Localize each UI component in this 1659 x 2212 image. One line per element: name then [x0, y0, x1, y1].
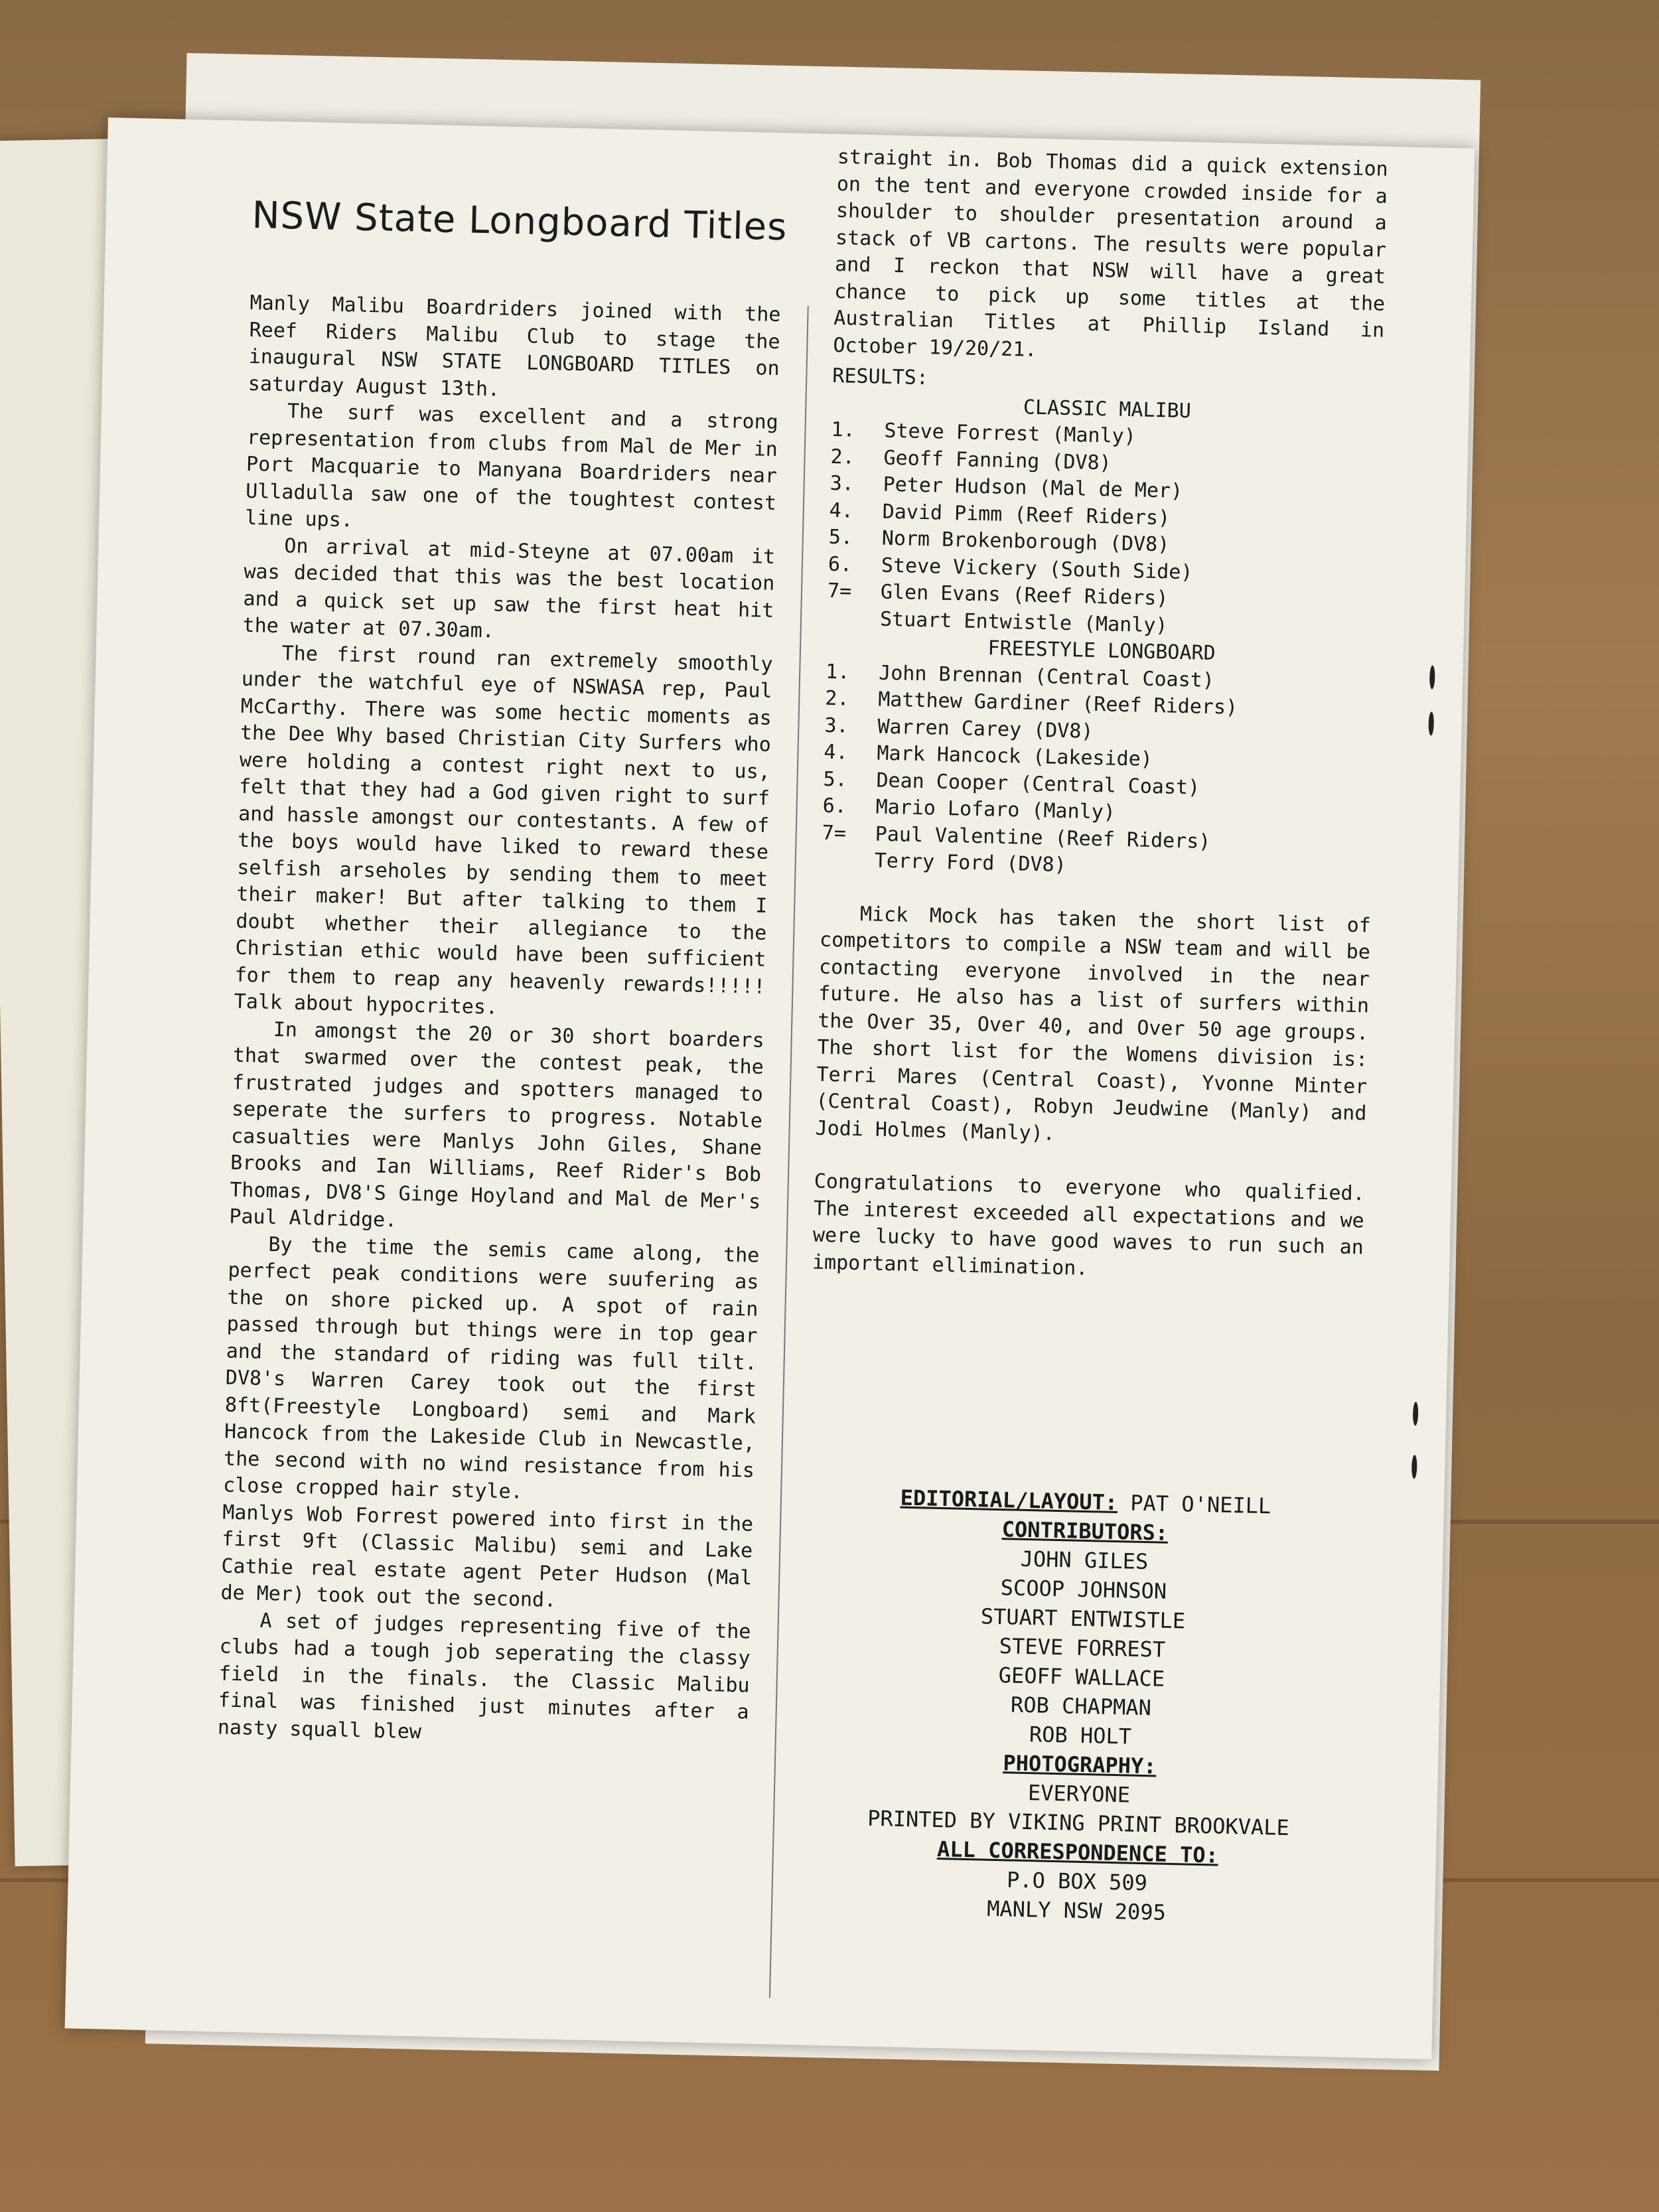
paragraph: The surf was excellent and a strong representation from clubs from Mal de Mer in Port Macquarie to Manyana Boardriders near Ulladulla saw one of the toughtest contest line ups. [244, 400, 779, 532]
paragraph: Mick Mock has taken the short list of competitors to compile a NSW team and will be contacting everyone involved in the near future. He also has a list of surfers within the Over 35, Over 40, and Over 50 age groups. The short list for the Womens division is: Terri Mares (Central Coast), Yvonne Minter (Central Coast), Robyn Jeudwine (Manly) and Jodi Holmes (Manly). [815, 902, 1372, 1145]
left-column [217, 290, 780, 1753]
binder-hole-mark [1429, 665, 1435, 689]
correspondence-label: ALL CORRESPONDENCE TO: [936, 1836, 1219, 1868]
result-name: Geoff Fanning (DV8) [883, 446, 1112, 475]
result-rank: 4. [824, 740, 849, 765]
article-title: NSW State Longboard Titles [251, 193, 788, 250]
contributor-name: SCOOP JOHNSON [1000, 1575, 1167, 1604]
address-line: MANLY NSW 2095 [986, 1895, 1167, 1925]
paragraph: On arrival at mid-Steyne at 07.00am it was decided that this was the best location and a quick set up saw the first heat hit the water at 07.30am. [242, 534, 776, 643]
result-rank: 5. [828, 525, 853, 550]
address-line: P.O BOX 509 [1006, 1867, 1148, 1896]
contributor-name: ROB HOLT [1029, 1722, 1132, 1749]
paragraph: Congratulations to everyone who qualified. The interest exceeded all expectations and we were lucky to have good waves to run such an important ellimination. [812, 1169, 1366, 1280]
result-name: Steve Forrest (Manly) [884, 419, 1137, 449]
photography-label: PHOTOGRAPHY: [1003, 1750, 1157, 1779]
photography-credit: EVERYONE [1027, 1780, 1131, 1808]
contributors-label: CONTRIBUTORS: [1001, 1516, 1169, 1546]
classic-malibu-results [827, 417, 1382, 644]
result-rank: 1. [831, 417, 856, 442]
result-name: Warren Carey (DV8) [877, 715, 1094, 743]
result-name: Terry Ford (DV8) [874, 849, 1067, 877]
result-name: Dean Cooper (Central Coast) [876, 769, 1200, 800]
right-column [812, 144, 1388, 1288]
result-name: Glen Evans (Reef Riders) [880, 580, 1169, 611]
contributor-name: STUART ENTWISTLE [980, 1603, 1186, 1634]
result-rank: 1. [825, 660, 850, 684]
result-name: Norm Brokenborough (DV8) [881, 526, 1170, 557]
contributor-name: ROB CHAPMAN [1010, 1692, 1152, 1721]
binder-hole-mark [1428, 711, 1434, 735]
contributor-name: JOHN GILES [1020, 1546, 1149, 1575]
result-name: Steve Vickery (South Side) [881, 553, 1193, 584]
result-rank: 2. [824, 686, 849, 711]
paragraph: Manlys Wob Forrest powered into first in the first 9ft (Classic Malibu) semi and Lake Cathie real estate agent Peter Hudson (Mal de Mer) took out the second. [220, 1500, 754, 1612]
result-name: David Pimm (Reef Riders) [882, 500, 1171, 530]
binder-hole-mark [1411, 1455, 1417, 1479]
result-name: Matthew Gardiner (Reef Riders) [877, 688, 1238, 719]
newsletter-page [65, 117, 1475, 2059]
result-rank: 2. [830, 445, 855, 469]
result-name: Mark Hancock (Lakeside) [877, 741, 1153, 771]
result-rank [821, 847, 875, 875]
editorial-label: EDITORIAL/LAYOUT: [900, 1485, 1118, 1516]
binder-hole-mark [1413, 1402, 1419, 1426]
result-rank: 6. [828, 552, 853, 577]
result-rank: 3. [824, 713, 849, 738]
results-label: RESULTS: [831, 364, 929, 390]
classic-malibu-heading: CLASSIC MALIBU [1023, 395, 1192, 423]
result-rank [827, 605, 881, 632]
result-rank: 7= [827, 579, 852, 603]
contributor-name: GEOFF WALLACE [998, 1662, 1165, 1692]
result-rank: 6. [822, 794, 847, 818]
editorial-name: PAT O'NEILL [1117, 1490, 1271, 1519]
freestyle-longboard-results [821, 658, 1376, 886]
paragraph: straight in. Bob Thomas did a quick extension on the tent and everyone crowded inside for a shoulder to shoulder presentation around a stack of VB cartons. The results were popular and I reckon that NSW will have a great chance to pick up some titles at the Australian Titles at Phillip Island in October 19/20/21. [833, 145, 1389, 362]
result-rank: 5. [823, 767, 848, 792]
paragraph: A set of judges representing five of the clubs had a tough job seperating the classy field in the finals. the Classic Malibu final was finished just minutes after a nasty squall blew [217, 1609, 751, 1743]
result-rank: 7= [822, 821, 847, 846]
result-name: Peter Hudson (Mal de Mer) [883, 473, 1183, 503]
paragraph: The first round ran extremely smoothly under the watchful eye of NSWASA rep, Paul McCarthy. There was some hectic moments as the Dee Why based Christian City Surfers who were holding a contest right next to us, felt that they had a God given right to surf and hassle amongst our contestants. A few of the boys would have liked to reward these selfish arseholes by sending them to meet their maker! But after talking to them I doubt whether their allegiance to the Christian ethic would have been sufficient for them to reap any heavenly rewards!!!!! Talk about hypocrites. [234, 641, 773, 1019]
result-name: Stuart Entwistle (Manly) [879, 607, 1168, 637]
paragraph: By the time the semis came along, the perfect peak conditions were suufering as the on shore picked up. A spot of rain passed through but things were in top gear and the standard of riding was full tilt. DV8's Warren Carey took out the first 8ft(Freestyle Longboard) semi and Mark Hancock from the Lakeside Club in Newcastle, the second with no wind resistance from his close cropped hair style. [222, 1232, 760, 1504]
paragraph: In amongst the 20 or 30 short boarders that swarmed over the contest peak, the frustrated judges and spotters managed to seperate the surfers to progress. Notable casualties were Manlys John Giles, Shane Brooks and Ian Williams, Reef Rider's Bob Thomas, DV8'S Ginge Hoyland and Mal de Mer's Paul Aldridge. [229, 1017, 765, 1232]
result-name: Mario Lofaro (Manly) [875, 795, 1116, 824]
contributors-list [841, 1540, 1324, 1755]
credits-block [837, 1482, 1325, 1931]
result-rank: 4. [829, 498, 854, 523]
paragraph: Manly Malibu Boardriders joined with the Reef Riders Malibu Club to stage the inaugural NSW STATE LONGBOARD TITLES on saturday August 13th. [248, 291, 781, 401]
result-name: John Brennan (Central Coast) [878, 661, 1215, 692]
contributor-name: STEVE FORREST [999, 1633, 1166, 1662]
freestyle-longboard-heading: FREESTYLE LONGBOARD [987, 636, 1216, 666]
result-rank: 3. [830, 471, 855, 496]
printer-credit: PRINTED BY VIKING PRINT BROOKVALE [867, 1805, 1290, 1841]
result-name: Paul Valentine (Reef Riders) [875, 822, 1211, 853]
